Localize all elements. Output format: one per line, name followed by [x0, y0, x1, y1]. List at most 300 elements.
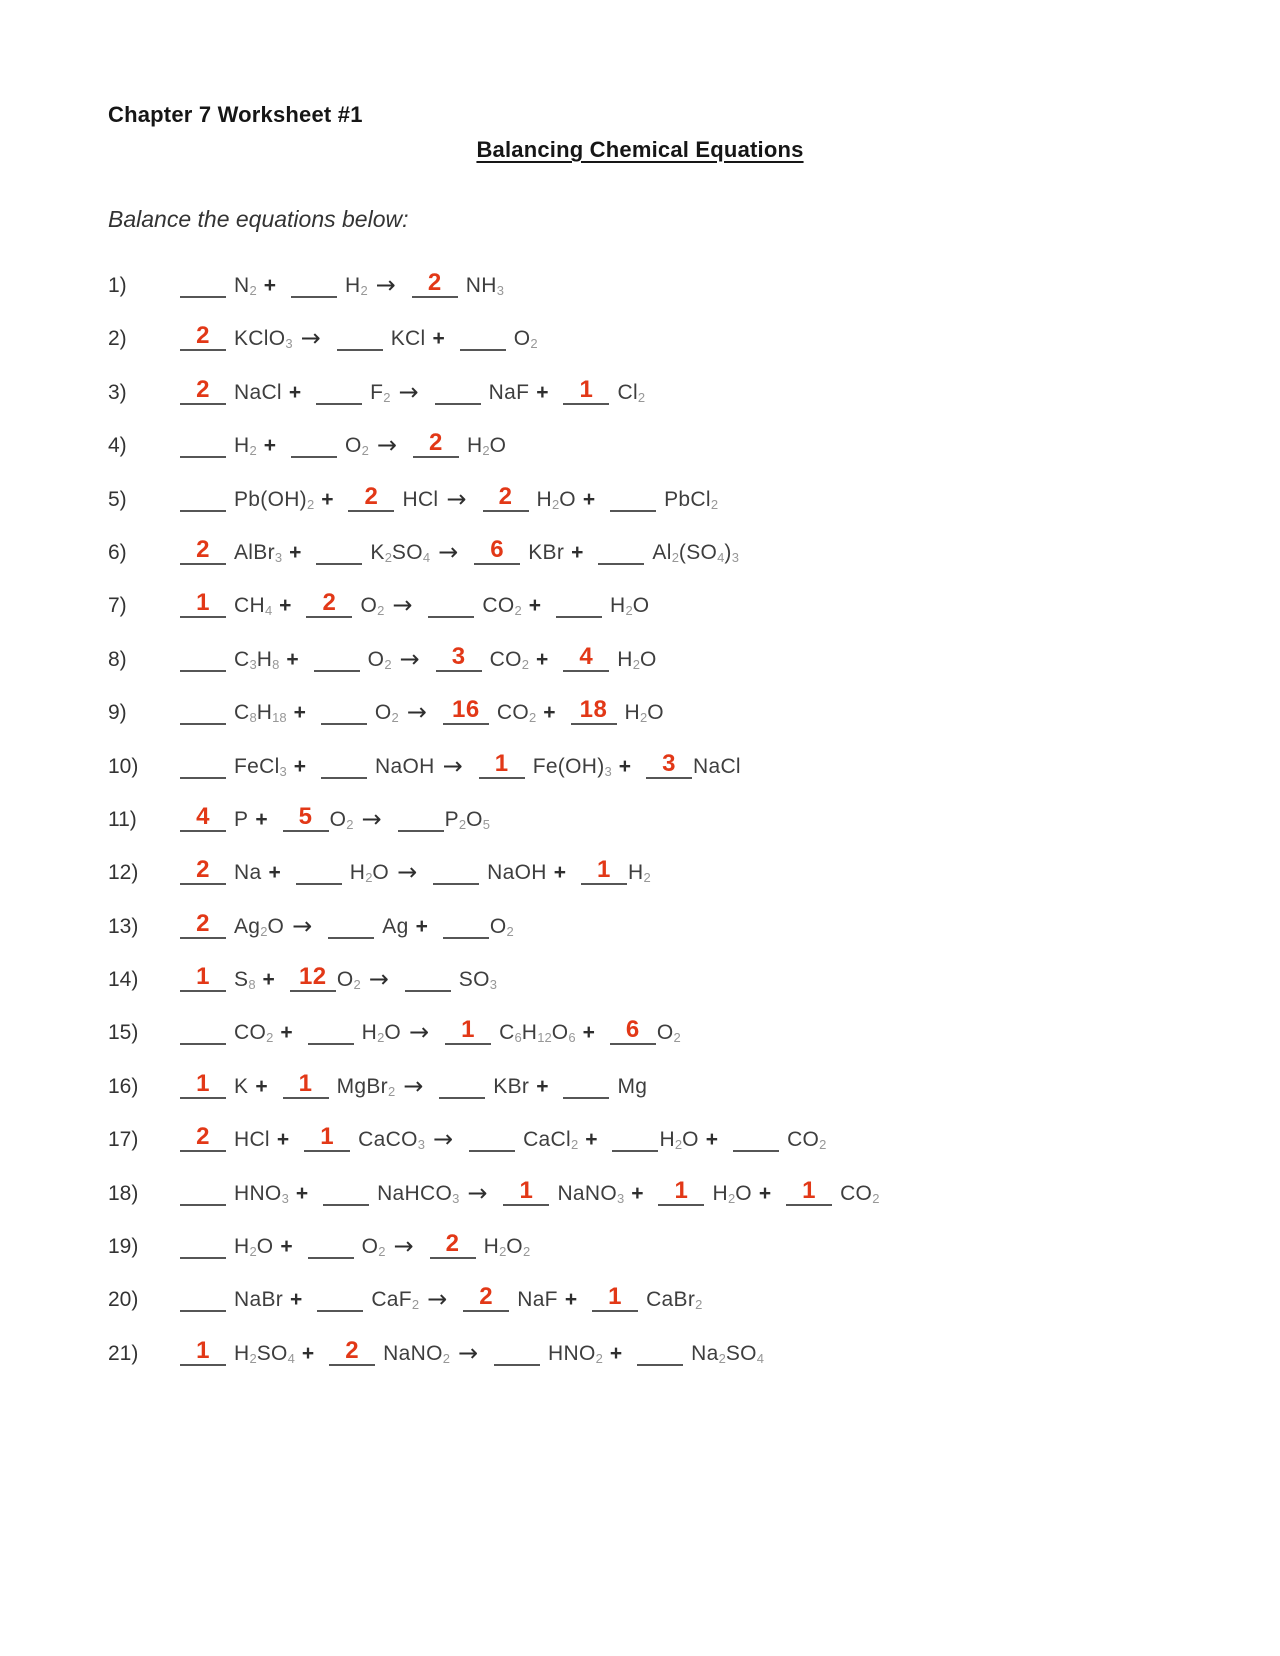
reaction-arrow-icon: →	[398, 377, 419, 406]
equation-number: 1)	[108, 274, 127, 297]
chemical-formula: KClO$_3$	[234, 327, 293, 352]
equation-row	[108, 430, 1220, 459]
coefficient-blank	[291, 436, 337, 458]
reaction-arrow-icon: →	[368, 965, 389, 994]
coefficient-blank	[304, 1123, 350, 1152]
equation-body	[172, 537, 739, 565]
chemical-formula: $CH_4$	[234, 594, 273, 619]
plus-sign: +	[280, 1235, 293, 1259]
equation-number: 3)	[108, 380, 127, 404]
worksheet-heading: Balancing Chemical Equations	[476, 137, 804, 162]
coefficient-blank	[321, 703, 367, 725]
chemical-formula: P	[234, 807, 249, 831]
chemical-formula: $H_2O_2$	[483, 1235, 531, 1260]
reaction-arrow-icon: →	[403, 1071, 424, 1100]
plus-sign: +	[705, 1128, 719, 1152]
equation-number: 12)	[108, 861, 139, 885]
coefficient-blank	[612, 1130, 658, 1152]
coefficient-answer: 1	[461, 1016, 475, 1044]
coefficient-blank	[563, 1077, 609, 1099]
coefficient-blank	[494, 1344, 540, 1366]
equation-number: 5)	[108, 487, 127, 511]
coefficient-blank	[180, 802, 226, 832]
coefficient-blank	[337, 329, 383, 351]
equation-body	[172, 1124, 826, 1152]
chemical-formula: $C_8H_{18}$	[234, 701, 287, 726]
reaction-arrow-icon: →	[375, 271, 396, 299]
coefficient-answer: 1	[579, 375, 594, 403]
coefficient-answer: 2	[445, 1230, 460, 1258]
coefficient-blank	[329, 1336, 375, 1366]
coefficient-blank	[592, 1283, 638, 1312]
equation-row	[108, 911, 1220, 940]
plus-sign: +	[564, 1288, 578, 1312]
chemical-formula: $O_2$	[656, 1021, 681, 1046]
equation-body	[172, 1231, 530, 1259]
chemical-formula: $O_2$	[367, 647, 392, 672]
coefficient-blank	[439, 1077, 485, 1099]
coefficient-blank	[445, 1016, 491, 1045]
plus-sign: +	[536, 1074, 549, 1098]
equation-number: 19)	[108, 1235, 139, 1259]
chemical-formula: $K_2SO_4$	[370, 540, 431, 565]
chemical-formula: $H_2O$	[659, 1128, 699, 1153]
equation-body	[172, 430, 506, 458]
equation-body	[172, 1178, 879, 1206]
coefficient-blank	[296, 863, 342, 885]
plus-sign: +	[582, 1021, 595, 1045]
chemical-formula: NaOH	[487, 861, 547, 885]
chemical-formula: $Pb(OH)_2$	[234, 487, 315, 512]
equation-row	[108, 697, 1220, 726]
reaction-arrow-icon: →	[376, 431, 397, 460]
coefficient-blank	[180, 276, 226, 298]
chemical-formula: NaNO$_3$	[557, 1181, 625, 1206]
coefficient-blank	[180, 1184, 226, 1206]
coefficient-blank	[180, 535, 226, 565]
plus-sign: +	[609, 1341, 623, 1365]
equation-row	[108, 1178, 1220, 1207]
plus-sign: +	[255, 807, 268, 831]
chemical-formula: $H_2SO_4$	[234, 1341, 295, 1366]
coefficient-answer: 2	[196, 909, 210, 937]
reaction-arrow-icon: →	[446, 484, 467, 513]
coefficient-answer: 2	[196, 322, 210, 350]
chemical-formula: $H_2$	[234, 434, 257, 459]
coefficient-blank	[314, 650, 360, 672]
coefficient-blank	[556, 596, 602, 618]
coefficient-blank	[180, 1237, 226, 1259]
chemical-formula: CaCO$_3$	[358, 1128, 425, 1153]
equation-row	[108, 804, 1220, 833]
coefficient-blank	[474, 535, 520, 565]
equation-number: 4)	[108, 434, 127, 458]
coefficient-blank	[180, 490, 226, 512]
coefficient-answer: 1	[196, 1069, 210, 1097]
coefficient-blank	[479, 749, 525, 779]
equation-body	[172, 1338, 764, 1366]
chemical-formula: $O_2$	[360, 594, 385, 619]
coefficient-answer: 1	[320, 1123, 335, 1151]
coefficient-blank	[435, 383, 481, 405]
coefficient-blank	[398, 810, 444, 832]
coefficient-blank	[316, 383, 362, 405]
coefficient-blank	[180, 1290, 226, 1312]
equation-number: 6)	[108, 540, 127, 564]
coefficient-answer: 3	[662, 749, 676, 777]
chemical-formula: Na	[234, 861, 262, 885]
equation-number: 9)	[108, 701, 127, 725]
chemical-formula: $H_2O$	[617, 647, 657, 672]
coefficient-answer: 6	[625, 1016, 640, 1044]
coefficient-answer: 6	[490, 535, 505, 563]
chemical-formula: $Al_2(SO_4)_3$	[652, 540, 739, 565]
chemical-formula: $SO_3$	[458, 968, 497, 993]
plus-sign: +	[290, 1288, 303, 1312]
chemical-formula: KBr	[528, 540, 565, 564]
chemical-formula: KCl	[390, 327, 426, 351]
coefficient-blank	[658, 1176, 704, 1206]
coefficient-blank	[443, 696, 489, 725]
plus-sign: +	[321, 487, 334, 511]
plus-sign: +	[543, 701, 556, 725]
coefficient-answer: 12	[298, 963, 327, 991]
coefficient-blank	[348, 482, 394, 512]
coefficient-blank	[328, 917, 374, 939]
coefficient-blank	[786, 1176, 832, 1206]
plus-sign: +	[280, 1021, 293, 1045]
coefficient-answer: 1	[519, 1176, 534, 1204]
coefficient-blank	[317, 1290, 363, 1312]
coefficient-blank	[323, 1184, 369, 1206]
coefficient-blank	[308, 1237, 354, 1259]
reaction-arrow-icon: →	[300, 324, 321, 353]
chemical-formula: $H_2O$	[349, 861, 390, 886]
coefficient-blank	[428, 596, 474, 618]
chemical-formula: $H_2O$	[610, 594, 650, 619]
coefficient-answer: 1	[608, 1283, 622, 1311]
coefficient-answer: 2	[196, 856, 210, 884]
coefficient-blank	[180, 757, 226, 779]
chemical-formula: $CO_2$	[234, 1021, 274, 1046]
coefficient-answer: 2	[345, 1336, 360, 1364]
coefficient-blank	[503, 1176, 549, 1206]
coefficient-answer: 1	[802, 1176, 817, 1204]
chemical-formula: $C_3H_8$	[234, 647, 280, 672]
plus-sign: +	[293, 701, 306, 725]
coefficient-blank	[180, 856, 226, 885]
chemical-formula: $O_2$	[374, 701, 399, 726]
reaction-arrow-icon: →	[392, 591, 413, 620]
chemical-formula: $N_2$	[234, 274, 257, 298]
chemical-formula: $CO_2$	[496, 701, 537, 726]
coefficient-blank	[180, 650, 226, 672]
coefficient-blank	[180, 1069, 226, 1099]
plus-sign: +	[618, 754, 631, 778]
equation-row	[108, 1231, 1220, 1260]
plus-sign: +	[268, 861, 281, 885]
coefficient-answer: 1	[597, 856, 611, 884]
coefficient-blank	[180, 909, 226, 939]
heading-row	[108, 137, 1172, 163]
equation-row	[108, 590, 1220, 619]
equation-body	[172, 857, 651, 885]
coefficient-blank	[412, 269, 458, 298]
chemical-formula: HCl	[234, 1128, 270, 1152]
reaction-arrow-icon: →	[457, 1338, 479, 1367]
coefficient-blank	[430, 1230, 476, 1259]
equation-row	[108, 484, 1220, 513]
coefficient-answer: 2	[479, 1283, 494, 1311]
plus-sign: +	[263, 434, 276, 458]
plus-sign: +	[631, 1181, 644, 1205]
plus-sign: +	[528, 594, 542, 618]
equation-body	[172, 1284, 702, 1312]
chemical-formula: $CO_2$	[489, 647, 529, 672]
chemical-formula: NaHCO$_3$	[377, 1181, 460, 1206]
equation-body	[172, 1071, 647, 1099]
chemical-formula: $C_6H_{12}O_6$	[499, 1021, 576, 1046]
equation-row	[108, 1338, 1220, 1367]
coefficient-blank	[436, 642, 482, 672]
coefficient-answer: 2	[364, 482, 379, 510]
chemical-formula: NaCl	[234, 380, 282, 404]
plus-sign: +	[295, 1181, 309, 1205]
chemical-formula: $H_2$	[627, 861, 651, 886]
equation-body	[172, 751, 741, 779]
equation-row	[108, 964, 1220, 993]
coefficient-blank	[308, 1023, 354, 1045]
equation-number: 2)	[108, 327, 127, 351]
chemical-formula: K	[234, 1074, 249, 1098]
equation-number: 7)	[108, 594, 127, 618]
reaction-arrow-icon: →	[406, 698, 427, 727]
equation-body	[172, 804, 490, 832]
reaction-arrow-icon: →	[397, 858, 418, 887]
chemical-formula: NaF	[488, 380, 530, 404]
equation-row	[108, 270, 1220, 299]
equation-row	[108, 323, 1220, 352]
reaction-arrow-icon: →	[393, 1232, 414, 1261]
equation-body	[172, 377, 645, 405]
coefficient-answer: 1	[196, 589, 210, 617]
coefficient-blank	[733, 1130, 779, 1152]
plus-sign: +	[536, 380, 549, 404]
coefficient-blank	[433, 863, 479, 885]
coefficient-blank	[283, 802, 329, 832]
coefficient-answer: 1	[196, 1336, 210, 1364]
chemical-formula: HCl	[402, 487, 439, 511]
chemical-formula: $H_2O$	[712, 1181, 752, 1206]
coefficient-answer: 2	[498, 482, 513, 510]
equation-number: 14)	[108, 968, 139, 992]
chemical-formula: $HNO_2$	[548, 1341, 603, 1366]
chemical-formula: $HNO_3$	[234, 1181, 289, 1206]
reaction-arrow-icon: →	[432, 1125, 454, 1154]
reaction-arrow-icon: →	[427, 1285, 448, 1314]
equation-row	[108, 1284, 1220, 1313]
equation-number: 11)	[108, 807, 137, 831]
coefficient-blank	[563, 642, 609, 672]
coefficient-answer: 2	[429, 429, 443, 457]
coefficient-answer: 1	[298, 1069, 313, 1097]
equation-body	[172, 590, 649, 618]
equation-row	[108, 1017, 1220, 1046]
plus-sign: +	[585, 1128, 598, 1152]
plus-sign: +	[289, 540, 302, 564]
coefficient-blank	[483, 482, 529, 512]
chemical-formula: AlBr$_3$	[234, 540, 283, 565]
chemical-formula: CaF$_2$	[371, 1288, 420, 1313]
coefficient-answer: 4	[579, 642, 594, 670]
plus-sign: +	[553, 861, 566, 885]
chemical-formula: $O_2$	[361, 1235, 386, 1260]
equation-body	[172, 644, 657, 672]
plus-sign: +	[301, 1341, 315, 1365]
coefficient-answer: 5	[298, 802, 313, 830]
chemical-formula: NaCl	[693, 754, 741, 778]
chemical-formula: NaOH	[375, 754, 435, 778]
equation-row	[108, 644, 1220, 673]
reaction-arrow-icon: →	[408, 1018, 430, 1047]
chemical-formula: Ag	[382, 914, 409, 938]
coefficient-blank	[460, 329, 506, 351]
equation-body	[172, 964, 497, 992]
coefficient-blank	[413, 429, 459, 458]
coefficient-blank	[180, 589, 226, 618]
equation-number: 18)	[108, 1181, 139, 1205]
equation-row	[108, 377, 1220, 406]
instructions-text: Balance the equations below:	[108, 206, 409, 232]
chemical-formula: NaNO$_2$	[383, 1341, 450, 1366]
equation-row	[108, 857, 1220, 886]
coefficient-blank	[469, 1130, 515, 1152]
coefficient-answer: 1	[674, 1176, 689, 1204]
chemical-formula: $H_2O$	[361, 1021, 401, 1046]
equation-body	[172, 697, 664, 725]
reaction-arrow-icon: →	[467, 1178, 488, 1207]
equation-body	[172, 323, 538, 351]
coefficient-answer: 1	[494, 749, 509, 777]
coefficient-blank	[598, 543, 644, 565]
chemical-formula: $CO_2$	[787, 1128, 827, 1153]
plus-sign: +	[415, 914, 428, 938]
equation-list	[108, 270, 1220, 1367]
chemical-formula: $H_2O$	[536, 487, 576, 512]
chemical-formula: $O_2$	[336, 968, 361, 993]
coefficient-answer: 3	[451, 642, 466, 670]
equation-number: 21)	[108, 1341, 139, 1365]
plus-sign: +	[262, 968, 275, 992]
chemical-formula: Mg	[617, 1074, 648, 1098]
reaction-arrow-icon: →	[438, 537, 459, 566]
equation-body	[172, 1017, 681, 1045]
coefficient-blank	[291, 276, 337, 298]
coefficient-blank	[180, 703, 226, 725]
chemical-formula: $H_2$	[344, 274, 368, 298]
coefficient-answer: 2	[196, 535, 210, 563]
plus-sign: +	[536, 647, 549, 671]
coefficient-blank	[581, 856, 627, 885]
equation-number: 16)	[108, 1074, 139, 1098]
chemical-formula: $S_8$	[234, 968, 256, 993]
chemical-formula: $Na_2SO_4$	[691, 1341, 764, 1366]
reaction-arrow-icon: →	[361, 804, 382, 833]
chemical-formula: $F_2$	[370, 380, 391, 405]
equation-number: 8)	[108, 647, 127, 671]
plus-sign: +	[286, 647, 299, 671]
chemical-formula: CaBr$_2$	[646, 1288, 703, 1313]
chemical-formula: $O_2$	[344, 434, 369, 459]
chemical-formula: $CO_2$	[840, 1181, 880, 1206]
chemical-formula: $O_2$	[513, 327, 538, 352]
chemical-formula: $O_2$	[329, 807, 354, 832]
coefficient-blank	[180, 1336, 226, 1366]
plus-sign: +	[288, 380, 302, 404]
coefficient-blank	[637, 1344, 683, 1366]
coefficient-blank	[443, 917, 489, 939]
reaction-arrow-icon: →	[442, 751, 463, 780]
worksheet-title: Chapter 7 Worksheet #1	[108, 102, 363, 127]
plus-sign: +	[571, 540, 584, 564]
plus-sign: +	[263, 274, 276, 297]
equation-body	[172, 484, 718, 512]
coefficient-answer: 1	[196, 963, 210, 991]
plus-sign: +	[432, 327, 445, 351]
equation-number: 17)	[108, 1128, 139, 1152]
chemical-formula: $Fe(OH)_3$	[532, 754, 612, 779]
chemical-formula: FeCl$_3$	[234, 754, 287, 779]
coefficient-answer: 18	[579, 696, 608, 724]
chemical-formula: NaBr	[234, 1288, 284, 1312]
coefficient-blank	[646, 749, 692, 779]
equation-row	[108, 1124, 1220, 1153]
chemical-formula: $H_2O$	[466, 434, 507, 459]
chemical-formula: $NH_3$	[465, 274, 504, 298]
coefficient-blank	[180, 322, 226, 351]
chemical-formula: $Cl_2$	[617, 380, 646, 405]
coefficient-answer: 2	[427, 269, 442, 296]
coefficient-blank	[180, 1123, 226, 1152]
chemical-formula: $H_2O$	[234, 1235, 274, 1260]
chemical-formula: $Ag_2O$	[234, 914, 285, 939]
plus-sign: +	[582, 487, 596, 511]
coefficient-blank	[463, 1283, 509, 1312]
equation-number: 10)	[108, 754, 139, 778]
coefficient-blank	[290, 963, 336, 992]
coefficient-answer: 2	[196, 375, 210, 403]
coefficient-blank	[306, 589, 352, 618]
plus-sign: +	[255, 1074, 268, 1098]
equation-body	[172, 911, 514, 939]
chemical-formula: NaF	[517, 1288, 558, 1312]
chemical-formula: KBr	[493, 1074, 530, 1098]
plus-sign: +	[276, 1128, 290, 1152]
chemical-formula: PbCl$_2$	[664, 487, 719, 512]
reaction-arrow-icon: →	[292, 911, 313, 940]
plus-sign: +	[279, 594, 292, 618]
plus-sign: +	[293, 754, 307, 778]
coefficient-blank	[180, 1023, 226, 1045]
chemical-formula: $O_2$	[489, 914, 514, 939]
coefficient-blank	[180, 436, 226, 458]
coefficient-blank	[571, 696, 617, 725]
chemical-formula: $H_2O$	[624, 701, 664, 726]
chemical-formula: MgBr$_2$	[336, 1074, 396, 1099]
plus-sign: +	[758, 1181, 772, 1205]
chemical-formula: CaCl$_2$	[523, 1128, 579, 1153]
coefficient-blank	[283, 1069, 329, 1099]
